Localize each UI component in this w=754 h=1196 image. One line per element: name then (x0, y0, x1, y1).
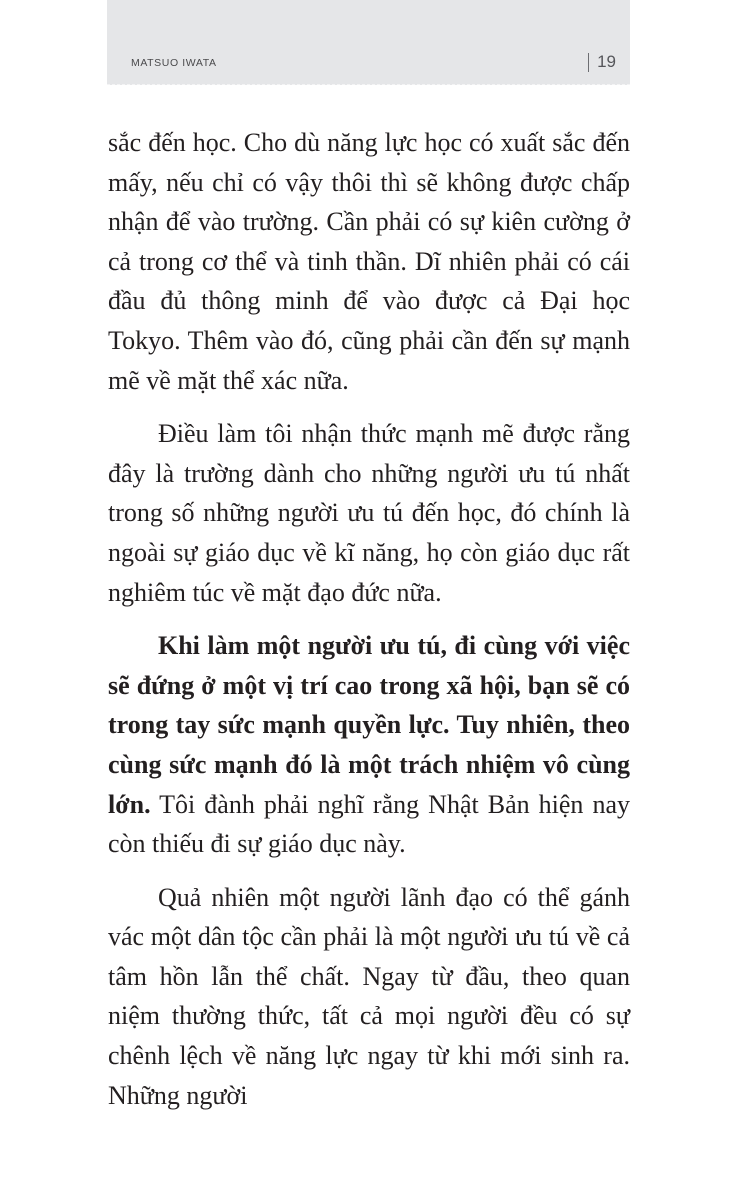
paragraph-1-text: sắc đến học. Cho dù năng lực học có xuất sắc đến mấy, nếu chỉ có vậy thôi thì sẽ không được chấp nhận để vào trường. Cần phải có sự kiên cường ở cả trong cơ thể và tinh thần. Dĩ nhiên phải có cái đầu đủ thông minh để vào được cả Đại học Tokyo. Thêm vào đó, cũng phải cần đến sự mạnh mẽ về mặt thể xác nữa. (108, 128, 630, 395)
page-number (588, 52, 616, 72)
page-number-value: 19 (597, 52, 616, 71)
paragraph-2 (108, 414, 630, 612)
paragraph-2-text: Điều làm tôi nhận thức mạnh mẽ được rằng đây là trường dành cho những người ưu tú nhất trong số những người ưu tú đến học, đó chính là ngoài sự giáo dục về kĩ năng, họ còn giáo dục rất nghiêm túc về mặt đạo đức nữa. (108, 419, 630, 607)
paragraph-3-bold: Khi làm một người ưu tú, đi cùng với việc sẽ đứng ở một vị trí cao trong xã hội, bạn sẽ có trong tay sức mạnh quyền lực. Tuy nhiên, theo cùng sức mạnh đó là một trách nhiệm vô cùng lớn. (108, 631, 630, 819)
paragraph-1 (108, 123, 630, 400)
header-author: MATSUO IWATA (131, 57, 217, 69)
paragraph-4-text: Quả nhiên một người lãnh đạo có thể gánh vác một dân tộc cần phải là một người ưu tú về cả tâm hồn lẫn thể chất. Ngay từ đầu, theo quan niệm thường thức, tất cả mọi người đều có sự chênh lệch về năng lực ngay từ khi mới sinh ra. Những người (108, 882, 630, 1110)
paragraph-3-text: Tôi đành phải nghĩ rằng Nhật Bản hiện nay còn thiếu đi sự giáo dục này. (108, 789, 630, 859)
page-body (108, 123, 630, 1129)
paragraph-4 (108, 878, 630, 1116)
page-divider (588, 53, 590, 72)
running-header (107, 0, 630, 85)
paragraph-3 (108, 626, 630, 864)
